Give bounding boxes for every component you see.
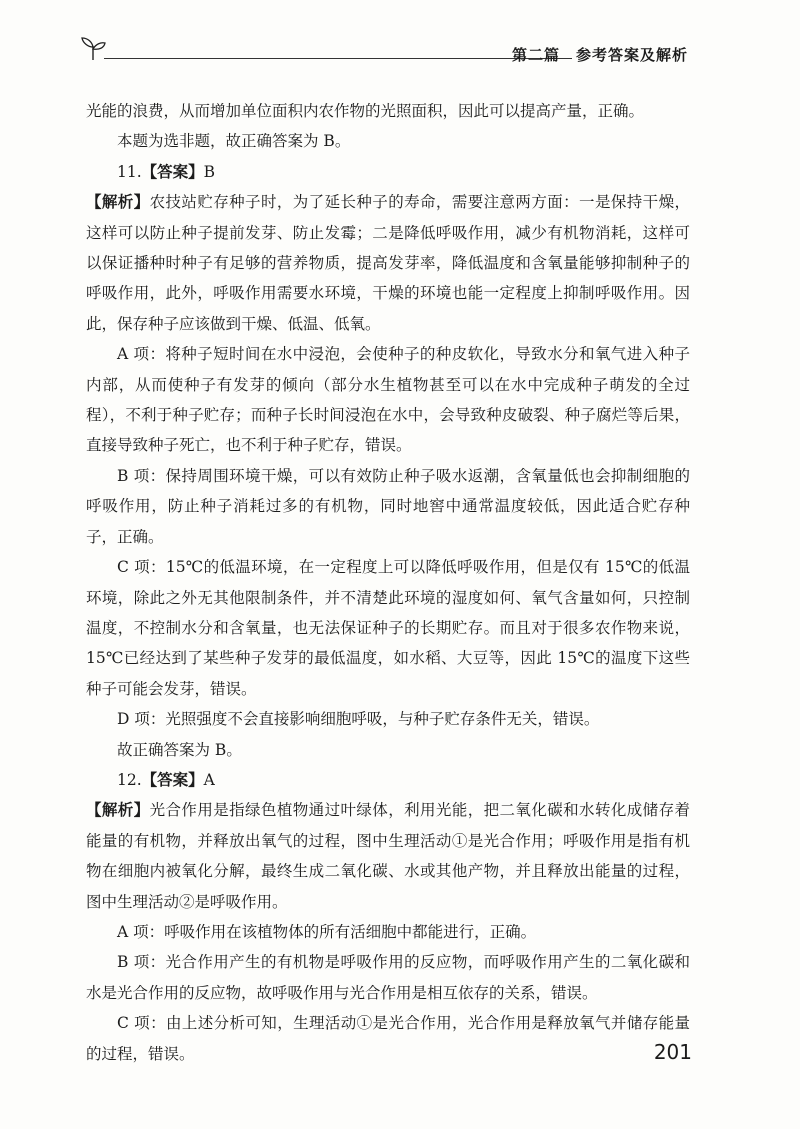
option-d-analysis: D 项：光照强度不会直接影响细胞呼吸，与种子贮存条件无关，错误。 xyxy=(117,710,600,729)
option-c-analysis: C 项：15℃的低温环境，在一定程度上可以降低呼吸作用，但是仅有 15℃的低温环境，除此之外无其他限制条件，并不清楚此环境的湿度如何、氧气含量如何，只控制温度，不控制水分和含氧量，也无法保证种子的长期贮存。而且对于很多农作物来说，15℃已经达到了某些种子发芽的最低温度，如水稻、大豆等，因此 15℃的温度下这些种子可能会发芽，错误。 xyxy=(86,558,690,698)
conclusion: 故正确答案为 B。 xyxy=(117,740,242,759)
page-header xyxy=(78,34,688,70)
question-number: 11. xyxy=(117,162,142,181)
answer-label: 【答案】 xyxy=(141,161,204,181)
sprout-icon xyxy=(78,34,108,64)
answer-value: A xyxy=(203,770,215,789)
question-number: 12. xyxy=(117,770,142,789)
question-11-analysis xyxy=(86,187,690,339)
question-12-answer xyxy=(86,765,690,795)
option-b-analysis: B 项：光合作用产生的有机物是呼吸作用的反应物，而呼吸作用产生的二氧化碳和水是光合作用的反应物，故呼吸作用与光合作用是相互依存的关系，错误。 xyxy=(86,953,690,1002)
paragraph: 光能的浪费，从而增加单位面积内农作物的光照面积，因此可以提高产量，正确。 xyxy=(86,102,645,120)
option-c-analysis: C 项：由上述分析可知，生理活动①是光合作用，光合作用是释放氧气并储存能量的过程，错误。 xyxy=(86,1014,690,1063)
analysis-label: 【解析】 xyxy=(86,800,150,820)
analysis-label: 【解析】 xyxy=(86,192,150,212)
question-11-answer xyxy=(86,157,690,187)
answer-label: 【答案】 xyxy=(141,769,204,789)
header-rule xyxy=(104,58,572,59)
page-number: 201 xyxy=(653,1040,692,1064)
page-content xyxy=(86,96,690,1069)
analysis-text: 农技站贮存种子时，为了延长种子的寿命，需要注意两方面：一是保持干燥，这样可以防止种子提前发芽、防止发霉；二是降低呼吸作用，减少有机物消耗，这样可以保证播种时种子有足够的营养物质，提高发芽率，降低温度和含氧量能够抑制种子的呼吸作用，此外，呼吸作用需要水环境，干燥的环境也能一定程度上抑制呼吸作用。因此，保存种子应该做到干燥、低温、低氧。 xyxy=(86,193,690,333)
answer-value: B xyxy=(203,162,216,181)
question-12-analysis xyxy=(86,795,690,917)
option-b-analysis: B 项：保持周围环境干燥，可以有效防止种子吸水返潮，含氧量低也会抑制细胞的呼吸作用，防止种子消耗过多的有机物，同时地窖中通常温度较低，因此适合贮存种子，正确。 xyxy=(86,466,690,546)
analysis-text: 光合作用是指绿色植物通过叶绿体，利用光能，把二氧化碳和水转化成储存着能量的有机物，并释放出氧气的过程，图中生理活动①是光合作用；呼吸作用是指有机物在细胞内被氧化分解，最终生成二氧化碳、水或其他产物，并且释放出能量的过程，图中生理活动②是呼吸作用。 xyxy=(86,801,690,911)
option-a-analysis: A 项：呼吸作用在该植物体的所有活细胞中都能进行，正确。 xyxy=(117,922,537,941)
paragraph: 本题为选非题，故正确答案为 B。 xyxy=(117,132,351,151)
option-a-analysis: A 项：将种子短时间在水中浸泡，会使种子的种皮软化，导致水分和氧气进入种子内部，从而使种子有发芽的倾向（部分水生植物甚至可以在水中完成种子萌发的全过程），不利于种子贮存；而种子长时间浸泡在水中，会导致种皮破裂、种子腐烂等后果，直接导致种子死亡，也不利于种子贮存，错误。 xyxy=(86,345,690,455)
header-title: 第二篇 参考答案及解析 xyxy=(511,46,688,64)
